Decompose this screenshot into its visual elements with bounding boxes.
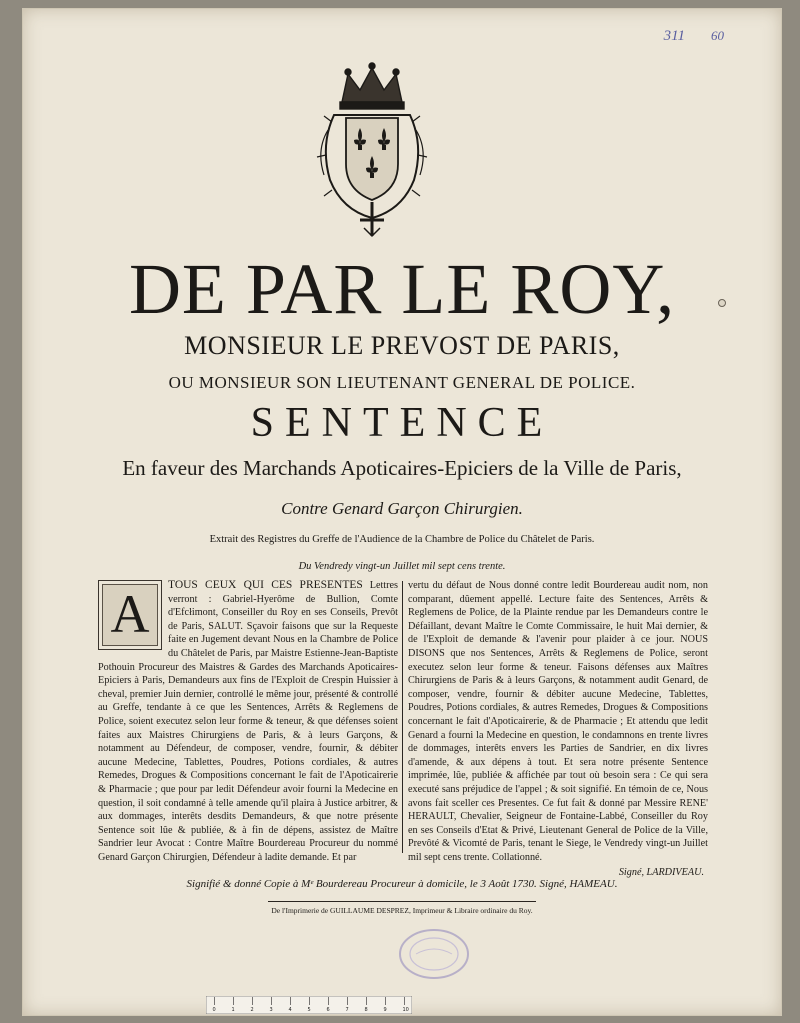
- ruler-tick-label: 8: [364, 1007, 368, 1013]
- ruler-tick-label: 10: [402, 1007, 409, 1013]
- archive-number-primary: 311: [663, 28, 685, 44]
- ruler-tick: [309, 997, 310, 1005]
- ruler-tick: [404, 997, 405, 1005]
- document-page: [22, 8, 782, 1016]
- ruler-tick-label: 4: [288, 1007, 292, 1013]
- ornamental-initial: [98, 580, 162, 650]
- pin-hole: [718, 299, 726, 307]
- archive-number-secondary: 60: [711, 28, 724, 43]
- library-stamp-icon: [396, 926, 472, 982]
- ruler-tick-label: 3: [269, 1007, 273, 1013]
- ruler-tick: [290, 997, 291, 1005]
- body-text-left: Lettres verront : Gabriel-Hyerôme de Bullion, Comte d'Efcłimont, Conseiller du Roy en ses Conseils, Prevôt de Paris, SALUT. Sçavoir faisons que sur la Requeste faite en Jugement devant Nous en la Chambre de Police du Châtelet de Paris, par Maistre Estienne-Jean-Baptiste Pothouin Procureur des Maistres & Gardes des Marchands Apoticaires-Epiciers à Paris, Demandeurs aux fins de l'Exploit de Crespin Huissier à cheval, premier Juin dernier, controllé le même jour, présenté & controllé au Greffe, tendante à ce que les Sentences, Arrêts & Reglemens de Police, soient executez selon leur forme & teneur, & que défenses soient faites aux Maistres Chirurgiens de Paris, & à leurs Garçons, & notamment au Défendeur, de composer, vendre, fournir, & débiter aucune Medecine, Tablettes, Poudres, Potions cordiales, & autres Remedes, Drogues & Compositions concernant le fait de l'Apoticairerie & Pharmacie ; que pour par ledit Défendeur avoir fourni la Medecine en question, il soit condamné à telle amende qu'il plaira à Justice arbitrer, & aux dommages, interêts desdits Demandeurs, & que notre présente Sentence soit lûe & publiée, & à fin de dépens, assistez de Maître Sandrier leur Avocat : Contre Maître Bourdereau Procureur du nommé Genard Garçon Chirurgien, Défendeur à ladite demande. Et par: [98, 580, 399, 863]
- registry-extract: Extrait des Registres du Greffe de l'Audience de la Chambre de Police du Châtelet de Paris.: [209, 534, 595, 545]
- body-lead-text: TOUS CEUX QUI CES PRESENTES: [168, 579, 363, 591]
- ruler-tick-label: 6: [326, 1007, 330, 1013]
- decree-subtitle-prevost: MONSIEUR LE PREVOST DE PARIS,: [184, 331, 620, 360]
- sentence-defendant: Contre Genard Garçon Chirurgien.: [281, 499, 523, 518]
- sentence-heading: SENTENCE: [250, 400, 554, 446]
- ruler-tick: [214, 997, 215, 1005]
- ruler-tick-label: 5: [307, 1007, 311, 1013]
- ruler-tick: [328, 997, 329, 1005]
- ruler-tick-label: 0: [212, 1007, 216, 1013]
- ruler-tick: [252, 997, 253, 1005]
- footer-rule: [268, 901, 536, 902]
- printer-imprint: De l'Imprimerie de GUILLAUME DESPREZ, Imprimeur & Libraire ordinaire du Roy.: [271, 906, 533, 915]
- sentence-beneficiary: En faveur des Marchands Apoticaires-Epiciers de la Ville de Paris,: [122, 456, 682, 480]
- body-column-right: [408, 579, 708, 880]
- body-text-right: vertu du défaut de Nous donné contre ledit Bourdereau audit nom, non comparant, dûement appellé. Lecture faite des Sentences, Arrêts & Reglemens de Police, de la Plainte rendue par les Demandeurs contre le Défaillant, devant Maître le Comte Commissaire, le huit Mai dernier, & de l'Exploit de demande & l'avenir pour plaider à ce jour. NOUS DISONS que nos Sentences, Arrêts & Reglemens de Police, seront executez selon leur forme & teneur. Faisons défenses aux Maîtres Chirurgiens de Paris & à leurs Garçons, & notamment audit Genard, de composer, vendre, fournir & débiter aucune Medecine, Tablettes, Poudres, Potions cordiales, & autres Remedes, Drogues & Compositions concernant le fait d'Apoticairerie, & de Pharmacie ; Et attendu que ledit Genard a fourni la Medecine en question, le condamnons en trente livres de dommages, interêts envers les Parties de Sandrier, en dix livres d'amende, & aux dépens à tout. Et sera notre présente Sentence imprimée, lûe, publiée & affichée par tout où besoin sera : Ce qui sera executé sans préjudice de l'appel ; & soit signifié. En témoin de ce, Nous avons fait sceller ces Presentes. Ce fut fait & donné par Messire RENE' HERAULT, Chevalier, Seigneur de Fontaine-Labbé, Conseiller du Roy en ses Conseils d'Etat & Privé, Lieutenant General de Police de la Ville, Prevôté & Vicomté de Paris, tenant le Siege, le Vendredy vingt-un Juillet mil sept cens trente. Collationné.: [408, 580, 708, 863]
- sentence-date: Du Vendredy vingt-un Juillet mil sept cens trente.: [298, 561, 506, 572]
- decree-subtitle-lieutenant: OU MONSIEUR SON LIEUTENANT GENERAL DE POLICE.: [168, 373, 636, 392]
- ruler-tick-label: 1: [231, 1007, 235, 1013]
- ruler-tick: [271, 997, 272, 1005]
- body-column-left: [98, 579, 398, 864]
- ruler-tick: [385, 997, 386, 1005]
- archive-number: [664, 28, 724, 45]
- ruler-tick-label: 2: [250, 1007, 254, 1013]
- ornamental-initial-letter: A: [110, 584, 150, 644]
- decree-title: DE PAR LE ROY,: [128, 249, 676, 329]
- clerk-signature: Signé, LARDIVEAU.: [618, 867, 704, 879]
- ruler-tick: [347, 997, 348, 1005]
- ruler-tick: [366, 997, 367, 1005]
- ruler-tick-label: 7: [345, 1007, 349, 1013]
- service-notice: Signifié & donné Copie à Mᵉ Bourdereau Procureur à domicile, le 3 Août 1730. Signé, HAMEAU.: [186, 878, 618, 890]
- column-divider: [402, 581, 403, 853]
- ruler-tick: [233, 997, 234, 1005]
- royal-coat-of-arms-icon: [312, 60, 432, 240]
- scale-ruler: [206, 996, 412, 1014]
- ruler-tick-label: 9: [383, 1007, 387, 1013]
